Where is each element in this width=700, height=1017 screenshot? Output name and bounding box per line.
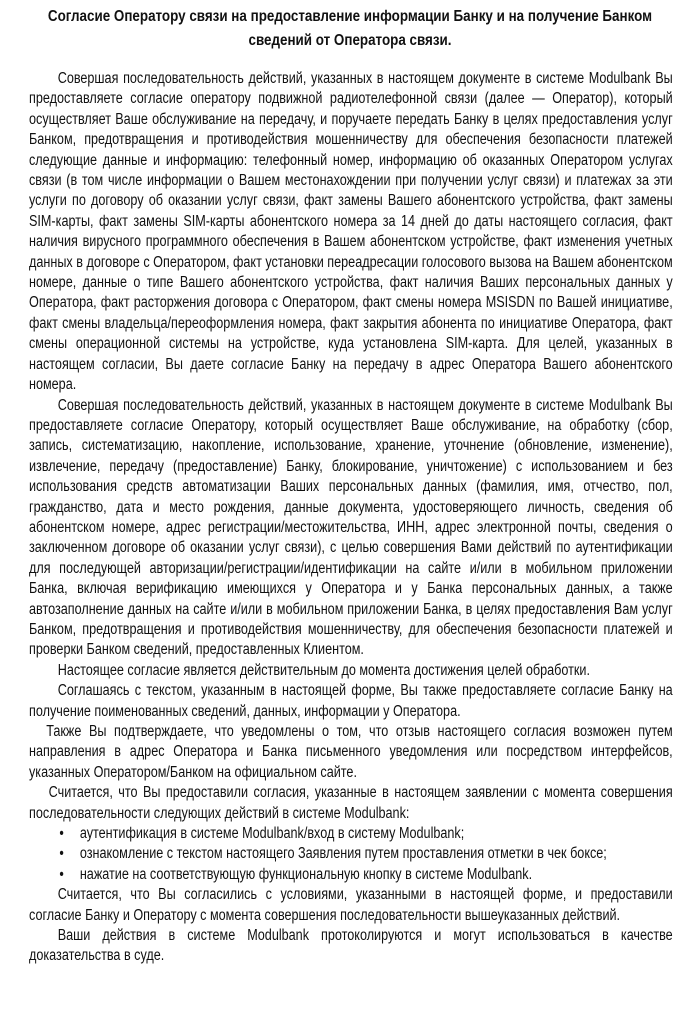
paragraph-agreement-moment: Считается, что Вы согласились с условиями, указанными в настоящей форме, и предоставили согласие Банку и Оператору с момента совершения последовательности вышеуказанных действий. bbox=[29, 886, 673, 924]
document-title bbox=[0, 5, 700, 53]
paragraph-bank-consent: Соглашаясь с текстом, указанным в настоящей форме, Вы также предоставляете согласие Банку на получение поименованных сведений, данных, информации у Оператора. bbox=[29, 682, 673, 720]
paragraph-operator-data-transfer: Совершая последовательность действий, указанных в настоящем документе в системе Modulbank Вы предоставляете согласие оператору подвижной радиотелефонной связи (далее — Оператор), который осуществляет Ваше обслуживание на передачу, и поручаете передать Банку в целях предоставления услуг Банком, предотвращения и противодействия мошенничеству для обеспечения безопасности платежей следующие данные и информацию: телефонный номер, информацию об оказанных Оператором услугах связи (в том числе информации о Вашем местонахождении при получении услуг связи) и платежах за эти услуги по договору об оказании услуг связи, факт замены Вашего абонентского устройства, факт замены SIM-карты, факт замены SIM-карты абонентского номера за 14 дней до даты настоящего согласия, факт наличия вирусного программного обеспечения в Вашем абонентском устройстве, факт изменения учетных данных в договоре с Оператором, факт установки переадресации голосового вызова на Вашем абонентском номере, данные о типе Вашего абонентского устройства, факт наличия Ваших персональных данных у Оператора, факт расторжения договора с Оператором, факт смены номера MSISDN по Вашей инициативе, факт смены владельца/переоформления номера, факт закрытия абонента по инициативе Оператора, факт смены операционной системы на устройстве, куда установлена SIM-карта. Для целей, указанных в настоящем согласии, Вы даете согласие Банку на передачу в адрес Оператора Вашего абонентского номера. bbox=[29, 70, 673, 394]
paragraph-revocation: Также Вы подтверждаете, что уведомлены о том, что отзыв настоящего согласия возможен путем направления в адрес Оператора и Банка письменного уведомления или посредством интерфейсов, указанных Оператором/Банком на официальном сайте. bbox=[29, 723, 673, 781]
actions-list bbox=[29, 824, 673, 885]
list-item bbox=[29, 865, 673, 885]
paragraph-validity: Настоящее согласие является действительным до момента достижения целей обработки. bbox=[57, 661, 590, 679]
paragraph-logging: Ваши действия в системе Modulbank протоколируются и могут использоваться в качестве доказательства в суде. bbox=[29, 927, 673, 965]
list-item-text: ознакомление с текстом настоящего Заявления путем проставления отметки в чек боксе; bbox=[79, 845, 607, 863]
title-line-1: Согласие Оператору связи на предоставление информации Банку и на получение Банком bbox=[47, 8, 653, 25]
list-item bbox=[29, 824, 673, 844]
list-item-text: аутентификация в системе Modulbank/вход в систему Modulbank; bbox=[79, 825, 465, 843]
paragraph-consent-moment: Считается, что Вы предоставили согласия, указанные в настоящем заявлении с момента совершения последовательности следующих действий в системе Modulbank: bbox=[29, 784, 673, 822]
document-title-block bbox=[10, 5, 689, 53]
paragraph-personal-data-processing: Совершая последовательность действий, указанных в настоящем документе в системе Modulbank Вы предоставляете согласие Оператору, который осуществляет Ваше обслуживание, на обработку (сбор, запись, систематизацию, накопление, использование, хранение, уточнение (обновление, изменение), извлечение, передачу (предоставление) Банку, блокирование, уничтожение) с использованием и без использования средств автоматизации Ваших персональных данных (фамилия, имя, отчество, пол, гражданство, дата и место рождения, данные документа, удостоверяющего личность, сведения об абонентском номере, адрес регистрации/местожительства, ИНН, адрес электронной почты, сведения о заключенном договоре об оказании услуг связи), с целью совершения Вами действий по аутентификации для последующей авторизации/регистрации/идентификации на сайте и/или в мобильном приложении Банка, включая верификацию имеющихся у Оператора и у Банка персональных данных, а также автозаполнение данных на сайте и/или в мобильном приложении Банка, в целях предоставления Вам услуг Банком, предотвращения и противодействия мошенничеству, для обеспечения безопасности платежей и проверки Банком сведений, предоставленных Клиентом. bbox=[29, 396, 673, 659]
list-item bbox=[29, 844, 673, 864]
document-body bbox=[29, 69, 673, 967]
list-item-text: нажатие на соответствующую функциональную кнопку в системе Modulbank. bbox=[79, 865, 533, 883]
bullet-icon: • bbox=[59, 865, 64, 883]
title-line-2: сведений от Оператора связи. bbox=[248, 32, 452, 49]
bullet-icon: • bbox=[59, 845, 64, 863]
bullet-icon: • bbox=[59, 825, 64, 843]
